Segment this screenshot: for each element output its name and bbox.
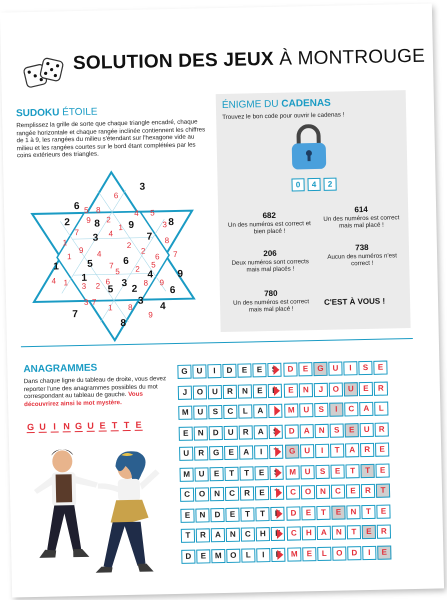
anagram-cell: N (210, 487, 224, 501)
anagram-cell: T (239, 466, 253, 480)
anagram-cell: D (285, 424, 299, 438)
anagram-right-row (283, 361, 388, 377)
anagram-cell: A (211, 528, 225, 542)
sudoku-given-digit: 4 (147, 269, 154, 281)
anagram-cell: N (226, 528, 240, 542)
sudoku-solution-digit: 4 (108, 229, 114, 239)
clue-text: Deux numéros sont corrects mais mal placés ! (231, 258, 309, 274)
anagram-cell: R (374, 381, 388, 395)
sudoku-solution-digit: 1 (108, 303, 113, 313)
sudoku-given-digit: 5 (107, 284, 114, 296)
anagram-cell: M (284, 403, 298, 417)
sudoku-solution-digit: 7 (91, 297, 97, 307)
anagrammes-instructions-highlight: Vous découvrirez ainsi le mot mystère. (24, 390, 143, 408)
mystery-letter: G (26, 421, 35, 433)
arrow-right-icon (275, 426, 281, 436)
cadenas-heading-bold: CADENAS (281, 97, 331, 110)
anagram-cell: U (192, 364, 206, 378)
clue-4 (317, 242, 407, 269)
anagram-cell: I (329, 402, 343, 416)
anagram-right-row (285, 463, 390, 479)
anagram-left-row (179, 445, 284, 461)
anagram-right-row (287, 524, 392, 540)
anagram-cell: C (344, 402, 358, 416)
sudoku-given-digit: 3 (92, 232, 99, 244)
sudoku-heading-bold: SUDOKU (15, 107, 60, 120)
anagram-cell: E (375, 463, 389, 477)
sudoku-given-digit: 3 (139, 181, 146, 193)
anagram-cell: G (209, 446, 223, 460)
sudoku-solution-digit: 4 (134, 208, 139, 218)
anagram-cell: O (195, 487, 209, 501)
sudoku-solution-digit: 3 (162, 220, 167, 230)
anagram-cell: G (177, 365, 191, 379)
anagram-cell: U (344, 382, 358, 396)
anagram-cell: D (283, 362, 297, 376)
anagram-cell: L (238, 404, 252, 418)
anagram-right-row (286, 504, 391, 520)
sudoku-solution-digit: 9 (78, 245, 84, 255)
code-digit-3: 2 (323, 178, 336, 191)
anagram-cell: E (373, 361, 387, 375)
sudoku-solution-digit: 8 (164, 236, 170, 246)
anagram-cell: R (239, 425, 253, 439)
anagram-cell: D (181, 549, 195, 563)
anagram-cell: E (284, 383, 298, 397)
anagram-cell: T (255, 507, 269, 521)
anagram-left-row (180, 486, 285, 502)
anagram-cell: C (225, 487, 239, 501)
clue-text: Un des numéros est correct et bien placé ! (227, 220, 311, 236)
anagram-cell: R (196, 528, 210, 542)
anagram-cell: U (193, 405, 207, 419)
anagram-cell: R (194, 446, 208, 460)
sudoku-solution-digit: 4 (51, 276, 57, 286)
cadenas-heading (222, 98, 331, 111)
arrow-right-icon (276, 508, 282, 518)
mystery-letter: E (135, 419, 142, 430)
anagram-cell: C (287, 526, 301, 540)
sudoku-given-digit: 6 (169, 284, 176, 297)
sudoku-solution-digit: 5 (115, 267, 120, 277)
anagram-cell: D (222, 364, 236, 378)
anagram-cell: L (241, 548, 255, 562)
sudoku-given-digit: 4 (160, 301, 166, 313)
anagram-left-row (178, 404, 283, 420)
anagram-cell: C (223, 405, 237, 419)
anagram-cell: T (360, 463, 374, 477)
sudoku-given-digit: 6 (73, 200, 80, 213)
anagram-cell: U (224, 425, 238, 439)
dice-icon (23, 53, 66, 94)
sudoku-solution-digit: 7 (109, 261, 114, 271)
anagram-cell: S (269, 465, 283, 479)
arrow-right-icon (276, 488, 282, 498)
sudoku-solution-digit: 9 (86, 215, 91, 225)
anagram-cell: R (223, 384, 237, 398)
arrow-right-icon (274, 406, 280, 416)
sudoku-given-digit: 3 (121, 277, 128, 290)
anagram-cell: A (300, 424, 314, 438)
anagram-cell: I (268, 404, 282, 418)
sudoku-solution-digit: 9 (159, 278, 165, 288)
anagram-cell: T (240, 507, 254, 521)
sudoku-given-digit: 7 (72, 309, 78, 321)
anagram-cell: E (302, 547, 316, 561)
cadenas-prompt: Trouvez le bon code pour ouvrir le cadenas ! (222, 111, 345, 121)
anagram-cell: E (301, 506, 315, 520)
code-digit-2: 4 (307, 178, 320, 191)
mystery-letter: T (111, 420, 118, 431)
clue-5 (226, 288, 316, 315)
anagram-cell: E (225, 507, 239, 521)
anagram-cell: U (300, 444, 314, 458)
sudoku-solution-digit: 8 (128, 302, 133, 312)
anagram-left-row (181, 547, 286, 563)
sudoku-solution-digit: 1 (63, 278, 69, 288)
anagram-right-row (285, 443, 390, 459)
sudoku-solution-digit: 5 (83, 205, 89, 215)
anagram-left-row (180, 506, 285, 522)
anagram-cell: G (285, 444, 299, 458)
anagram-cell: E (330, 464, 344, 478)
anagram-cell: M (178, 406, 192, 420)
anagram-cell: S (267, 363, 281, 377)
clue-text: Un des numéros est correct mais mal placé ! (232, 298, 310, 314)
anagram-cell: D (210, 507, 224, 521)
sudoku-given-digit: 2 (64, 217, 71, 229)
sudoku-solution-digit: 1 (66, 252, 72, 262)
anagram-cell: A (345, 443, 359, 457)
anagram-left-row (179, 465, 284, 481)
anagram-cell: E (253, 384, 267, 398)
anagram-right-row (287, 545, 392, 561)
lock-code (291, 178, 336, 192)
anagram-cell: L (317, 546, 331, 560)
anagram-cell: O (332, 546, 346, 560)
padlock-icon (288, 124, 329, 171)
anagram-cell: C (241, 527, 255, 541)
paper-sheet (0, 4, 444, 598)
anagram-cell: U (300, 465, 314, 479)
sudoku-given-digit: 8 (168, 216, 175, 229)
anagram-cell: A (317, 526, 331, 540)
sudoku-given-digit: 6 (123, 255, 129, 268)
clue-number: 780 (264, 288, 278, 299)
sudoku-given-digit: 9 (128, 219, 135, 231)
sudoku-solution-digit: 1 (118, 223, 123, 233)
sudoku-instructions: Remplissez la grille de sorte que chaque triangle encadré, chaque rangée horizontale et chaque rangée inclinée contiennent les chiffres de 1 à 9, les rangées du milieu s'étendant sur l'hexagone vide au milieu et les rangées courtes sur le bord étant complétées par les coins extérieurs des triangles. (16, 118, 206, 160)
anagram-cell: E (180, 508, 194, 522)
sudoku-solution-digit: 7 (74, 227, 80, 238)
anagram-cell: E (377, 545, 391, 559)
anagram-cell: U (194, 467, 208, 481)
anagram-cell: L (374, 402, 388, 416)
anagram-cell: E (224, 446, 238, 460)
anagram-cell: E (345, 423, 359, 437)
anagram-cell: T (361, 504, 375, 518)
anagram-cell: A (239, 445, 253, 459)
sudoku-given-digit: 1 (53, 261, 59, 273)
anagram-cell: E (271, 547, 285, 561)
anagram-right-row (286, 484, 391, 500)
anagram-cell: D (209, 426, 223, 440)
clue-text: Aucun des numéros n'est correct ! (327, 252, 397, 268)
anagram-cell: E (237, 363, 251, 377)
anagram-cell: A (359, 402, 373, 416)
anagram-cell: H (302, 526, 316, 540)
anagram-cell: N (315, 423, 329, 437)
anagram-cell: C (180, 488, 194, 502)
mystery-letter: I (50, 421, 58, 432)
anagram-cell: U (179, 447, 193, 461)
anagram-cell: O (226, 548, 240, 562)
anagram-cell: U (360, 422, 374, 436)
mystery-letter: U (39, 421, 46, 432)
mystery-letter: T (123, 419, 130, 431)
sudoku-solution-digit: 4 (96, 249, 102, 259)
anagram-cell: A (254, 425, 268, 439)
sudoku-solution-digit: 2 (140, 246, 146, 256)
mystery-letter: E (99, 420, 106, 431)
anagram-left-row (177, 363, 282, 379)
sudoku-solution-digit: 7 (172, 249, 178, 260)
anagram-cell: S (315, 464, 329, 478)
anagram-cell: E (255, 486, 269, 500)
arrow-right-icon (275, 447, 281, 457)
anagram-cell: R (360, 443, 374, 457)
anagram-cell: N (346, 505, 360, 519)
sudoku-solution-digit: 5 (151, 260, 156, 270)
anagram-cell: I (343, 361, 357, 375)
clue-number: 614 (354, 204, 368, 215)
sudoku-solution-digit: 2 (126, 240, 132, 250)
sudoku-given-digit: 3 (137, 295, 144, 307)
anagram-cell: E (254, 466, 268, 480)
anagram-cell: G (313, 362, 327, 376)
sudoku-given-digit: 2 (131, 283, 138, 295)
dancers-illustration (27, 441, 180, 584)
anagram-cell: J (314, 382, 328, 396)
anagram-cell: I (256, 548, 270, 562)
anagram-cell: T (224, 466, 238, 480)
anagram-cell: N (316, 485, 330, 499)
anagram-cell: H (256, 527, 270, 541)
anagram-cell: T (376, 484, 390, 498)
anagram-cell: T (330, 443, 344, 457)
anagram-cell: N (238, 384, 252, 398)
anagram-right-row (284, 402, 389, 418)
anagram-cell: S (314, 403, 328, 417)
anagram-cell: R (240, 486, 254, 500)
clue-2 (316, 204, 406, 231)
anagram-cell: U (208, 385, 222, 399)
anagram-left-row (181, 527, 286, 543)
anagram-cell: O (329, 382, 343, 396)
anagram-cell: E (376, 504, 390, 518)
anagrammes-instructions-text: Dans chaque ligne du tableau de droite, vous devez reporter l'une des anagrammes possibles du mot correspondant au tableau de gauche. (23, 375, 167, 401)
anagram-cell: R (361, 484, 375, 498)
code-digit-1: 0 (291, 178, 304, 191)
anagram-right-row (285, 422, 390, 438)
anagram-cell: E (346, 484, 360, 498)
anagram-cell: E (209, 467, 223, 481)
anagram-cell: I (207, 364, 221, 378)
arrow-right-icon (276, 467, 282, 477)
arrow-right-icon (273, 365, 279, 375)
sudoku-solution-digit: 6 (105, 277, 111, 287)
anagram-cell: E (362, 525, 376, 539)
sudoku-given-digit: 8 (120, 318, 127, 330)
arrow-right-icon (277, 549, 283, 559)
anagram-cell: M (285, 465, 299, 479)
sudoku-given-digit: 5 (87, 258, 93, 270)
anagram-cell: E (331, 505, 345, 519)
sudoku-given-digit: 1 (81, 272, 88, 284)
anagram-cell: N (332, 525, 346, 539)
clue-number: 682 (262, 210, 276, 221)
anagram-cell: N (299, 383, 313, 397)
anagram-cell: M (179, 467, 193, 481)
anagram-cell: T (269, 445, 283, 459)
sudoku-solution-digit: 3 (81, 281, 87, 291)
anagram-cell: S (269, 424, 283, 438)
anagram-cell: T (270, 486, 284, 500)
anagram-cell: E (268, 383, 282, 397)
anagram-cell: O (193, 385, 207, 399)
sudoku-heading (16, 107, 98, 120)
sudoku-solution-digit: 2 (106, 215, 111, 225)
anagram-cell: N (195, 508, 209, 522)
anagram-cell: S (358, 361, 372, 375)
sudoku-solution-digit: 5 (150, 208, 155, 218)
anagrammes-heading: ANAGRAMMES (23, 362, 98, 376)
sudoku-solution-digit: 8 (95, 205, 101, 215)
sudoku-solution-digit: 2 (135, 264, 140, 274)
anagram-cell: R (375, 422, 389, 436)
anagram-cell: I (315, 444, 329, 458)
anagram-cell: E (375, 443, 389, 457)
mystery-word (27, 420, 143, 433)
anagram-cell: I (254, 445, 268, 459)
anagram-cell: E (179, 426, 193, 440)
anagram-cell: T (345, 464, 359, 478)
anagram-cell: M (287, 547, 301, 561)
title-sub: À MONTROUGE (279, 45, 426, 70)
page-title (73, 46, 425, 75)
anagram-cell: E (252, 363, 266, 377)
clue-number: 206 (263, 248, 277, 259)
anagram-cell: D (286, 506, 300, 520)
anagram-cell: U (299, 403, 313, 417)
anagram-cell: E (359, 381, 373, 395)
anagram-cell: T (347, 525, 361, 539)
sudoku-solution-digit: 1 (62, 238, 68, 248)
anagram-cell: T (181, 529, 195, 543)
sudoku-given-digit: 8 (94, 218, 101, 230)
arrow-right-icon (274, 385, 280, 395)
sudoku-solution-digit: 3 (83, 297, 89, 307)
clue-text: Un des numéros est correct mais mal placé ! (323, 214, 400, 230)
anagram-cell: E (270, 506, 284, 520)
anagram-cell: R (377, 525, 391, 539)
cadenas-heading-light: ÉNIGME DU (221, 98, 279, 111)
sudoku-solution-digit: 8 (143, 278, 149, 288)
clue-number: 738 (355, 242, 369, 253)
anagram-cell: S (330, 423, 344, 437)
sudoku-solution-digit: 6 (154, 252, 160, 262)
anagram-cell: T (316, 505, 330, 519)
sudoku-given-digit: 7 (146, 231, 153, 243)
anagram-cell: C (331, 484, 345, 498)
sudoku-heading-light: ÉTOILE (62, 106, 98, 119)
title-main: SOLUTION DES JEUX (72, 48, 275, 75)
anagram-cell: A (253, 404, 267, 418)
anagram-cell: D (347, 546, 361, 560)
anagram-right-row (284, 381, 389, 397)
anagram-cell: E (298, 362, 312, 376)
anagram-cell: M (211, 548, 225, 562)
anagram-cell: O (301, 485, 315, 499)
anagram-cell: U (328, 361, 342, 375)
anagram-cell: S (208, 405, 222, 419)
mystery-letter: N (63, 421, 70, 432)
arrow-right-icon (277, 529, 283, 539)
anagram-cell: J (178, 385, 192, 399)
cta-text: C'EST À VOUS ! (323, 296, 386, 307)
sudoku-given-digit: 9 (177, 268, 184, 280)
anagram-left-row (178, 383, 283, 399)
anagram-cell: E (196, 549, 210, 563)
sudoku-solution-digit: 9 (148, 310, 153, 320)
mystery-letter: G (74, 420, 83, 432)
anagrammes-instructions (24, 375, 175, 409)
clue-1 (224, 210, 314, 237)
anagram-cell: N (194, 426, 208, 440)
anagram-cell: E (271, 527, 285, 541)
mystery-letter: U (87, 420, 94, 431)
sudoku-star-grid (21, 166, 205, 346)
anagram-left-row (179, 424, 284, 440)
sudoku-solution-digit: 6 (113, 191, 119, 201)
anagram-cell: C (286, 485, 300, 499)
anagram-cell: I (362, 545, 376, 559)
sudoku-solution-digit: 2 (95, 281, 101, 291)
clue-3 (225, 248, 315, 275)
